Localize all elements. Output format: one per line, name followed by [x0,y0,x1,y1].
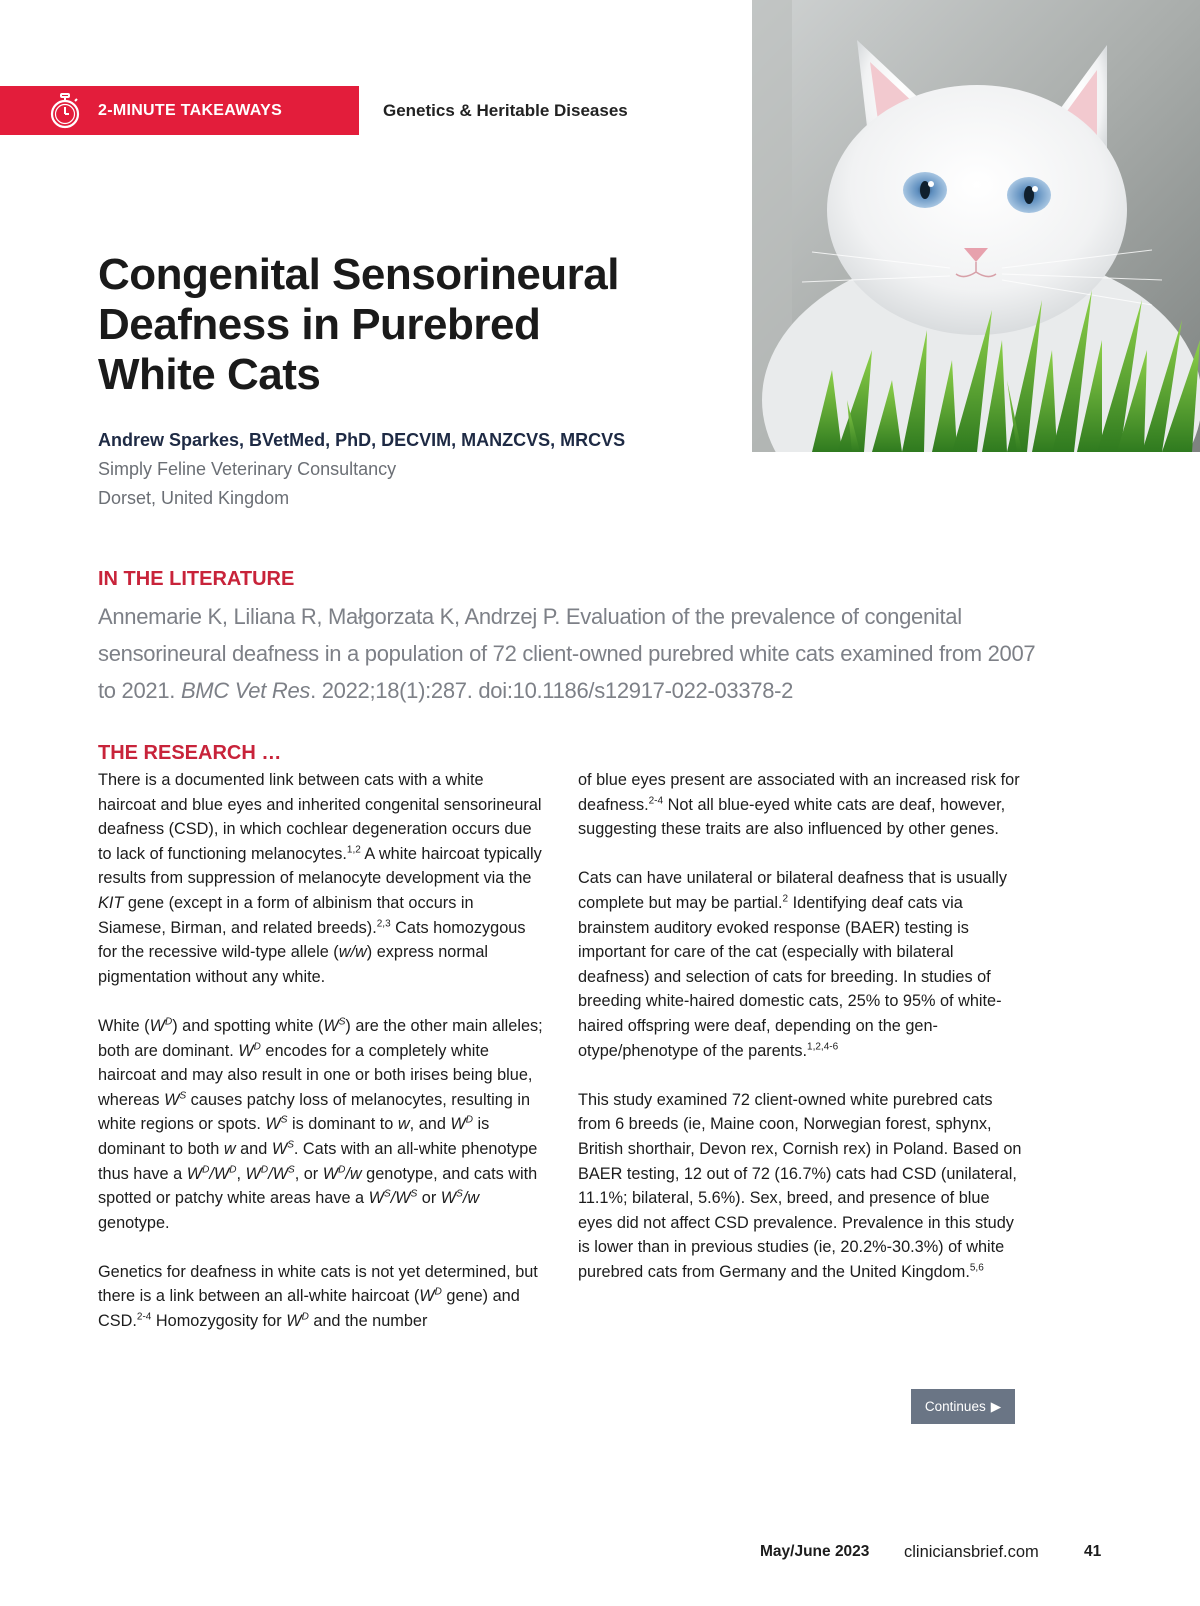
title-line: White Cats [98,350,321,399]
literature-heading: IN THE LITERATURE [98,568,295,590]
cat-illustration [752,0,1200,452]
title-line: Deafness in Purebred [98,300,541,349]
research-paragraph: Cats can have unilateral or bilateral deafness that is usually complete but may be partial.$^2$ Identifying deaf cats via brainstem auditory evoked response (BAER) testing is important for care of the cat (especially with bilateral deafness) and selection of cats for breeding. In studies of breeding white-haired domestic cats, 25% to 95% of white-haired offspring were deaf, depending on the genotype/phenotype of the parents.$^{1,2,4-6}$ [578,869,1007,1060]
article-title [98,250,698,400]
research-column-left [98,768,543,1334]
research-paragraph: White $(W^D)$ and spotting white $(W^S)$ are the other main alleles; both are dominant. $W^D$ encodes for a completely white haircoat and may also result in one or both irises being blue, whereas $W^S$ causes patchy loss of melanocytes, resulting in white regions or spots. $W^S$ is dominant to w, and $W^D$ is dominant to both w and $W^S$. Cats with an all-white phenotype thus have a $W^D/W^D$, $W^D/W^S$, or $W^D/w$ genotype, and cats with spotted or patchy white areas have a $W^S/W^S$ or $W^S/w$ genotype. [98,1016,543,1232]
play-triangle-icon: ▶ [990,1398,1002,1414]
research-paragraph: of blue eyes present are associated with an increased risk for deafness.$^{2-4}$ Not all blue-eyed white cats are deaf, however, suggesting these traits are also influenced by other genes. [578,771,1020,839]
research-paragraph: There is a documented link between cats with a white haircoat and blue eyes and inherited congenital sensorineural deafness (CSD), in which cochlear degeneration occurs due to lack of functioning melanocytes.$^{1,2}$ A white haircoat typically results from suppression of melanocyte development via the KIT gene (except in a form of albinism that occurs in Siamese, Birman, and related breeds).$^{2,3}$ Cats homozygous for the recessive wild-type allele (w/w) express normal pigmentation without any white. [98,771,542,986]
affiliation-location: Dorset, United Kingdom [98,488,290,508]
research-paragraph: Genetics for deafness in white cats is not yet determined, but there is a link between an all-white haircoat ($W^D$ gene) and CSD.$^{2-4}$ Homozygosity for $W^D$ and the number [98,1262,538,1331]
citation-text: Annemarie K, Liliana R, Małgorzata K, Andrzej P. Evaluation of the prevalence of congenital sensorineural deafness in a population of 72 client-owned purebred white cats examined from 2007 to 2021. [98,604,1036,703]
page-number: 41 [1084,1543,1102,1560]
banner-label: 2-MINUTE TAKEAWAYS [98,102,283,119]
continues-button[interactable] [911,1389,1015,1424]
site-link[interactable]: cliniciansbrief.com [904,1543,1039,1561]
hero-image [752,0,1200,452]
citation-journal: BMC Vet Res [180,678,311,703]
citation-details: . 2022;18(1):287. doi:10.1186/s12917-022-03378-2 [310,678,794,703]
literature-citation [98,598,1038,709]
continues-label: Continues [924,1399,986,1414]
research-paragraph: This study examined 72 client-owned white purebred cats from 6 breeds (ie, Maine coon, Norwegian forest, sphynx, British shorthair, Devon rex, Cornish rex) in Poland. Based on BAER testing, 12 out of 72 (16.7%) cats had CSD (unilateral, 11.1%; bilateral, 5.6%). Sex, breed, and presence of blue eyes did not affect CSD prevalence. Prevalence in this study is lower than in previous studies (ie, 20.2%-30.3%) of white purebred cats from Germany and the United Kingdom.$^{5,6}$ [578,1090,1022,1281]
stopwatch-icon [48,93,82,129]
title-line: Congenital Sensorineural [98,250,619,299]
affiliation-org: Simply Feline Veterinary Consultancy [98,459,397,479]
category-label: Genetics & Heritable Diseases [383,101,628,120]
research-column-right [578,768,1023,1284]
issue-date: May/June 2023 [760,1543,870,1560]
takeaways-banner [0,86,359,135]
research-heading: THE RESEARCH … [98,742,282,764]
author-name: Andrew Sparkes, BVetMed, PhD, DECVIM, MANZCVS, MRCVS [98,430,626,450]
